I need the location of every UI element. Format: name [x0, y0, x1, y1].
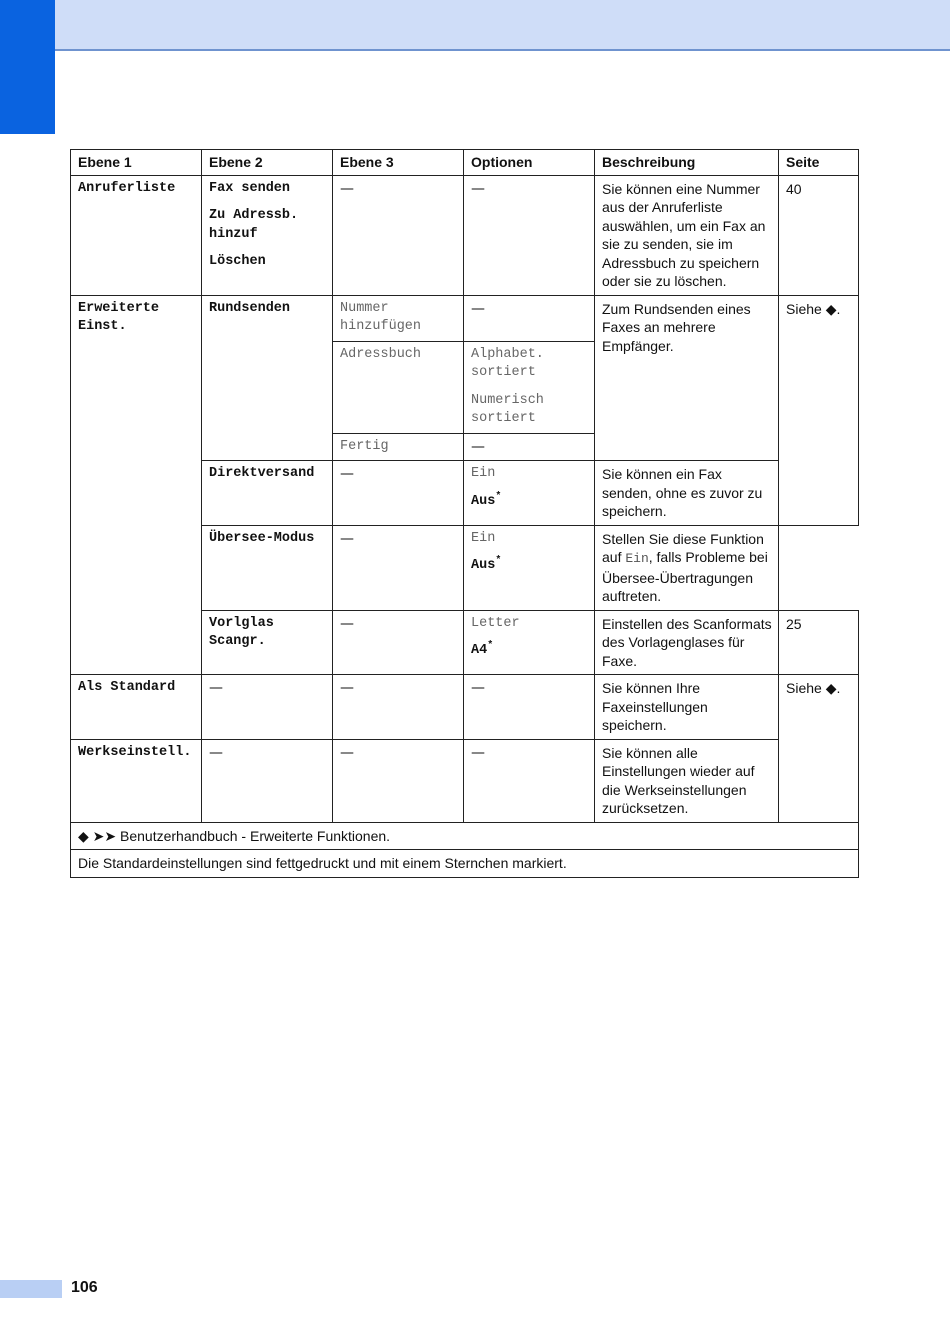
page-ref-erweiterte: Siehe ◆.	[779, 295, 859, 525]
options-direktversand	[464, 461, 595, 526]
header-beschreibung: Beschreibung	[595, 150, 779, 176]
level3-nummer-hinzufuegen: Nummer hinzufügen	[333, 295, 464, 341]
level3-empty: —	[333, 461, 464, 526]
option-aus-default: Aus*	[471, 491, 502, 509]
options-vorlglas	[464, 610, 595, 675]
description-rundsenden: Zum Rundsenden eines Faxes an mehrere Empfänger.	[595, 295, 779, 461]
table-row	[71, 739, 859, 822]
level2-vorlglas-scangr: Vorlglas Scangr.	[202, 610, 333, 675]
options-empty: —	[464, 675, 595, 740]
table-header-row	[71, 150, 859, 176]
level2-empty: —	[202, 675, 333, 740]
level2-rundsenden: Rundsenden	[202, 295, 333, 461]
options-uebersee	[464, 525, 595, 610]
footnote-row	[71, 850, 859, 878]
level2-fax-senden: Fax senden	[209, 180, 291, 196]
level3-empty: —	[333, 175, 464, 295]
option-ein: Ein	[471, 530, 496, 546]
chapter-tab	[0, 0, 55, 134]
option-aus-default: Aus*	[471, 555, 502, 573]
level3-empty: —	[333, 525, 464, 610]
level1-als-standard: Als Standard	[71, 675, 202, 740]
level2-direktversand: Direktversand	[202, 461, 333, 526]
option-letter: Letter	[471, 615, 520, 631]
option-ein: Ein	[471, 466, 496, 481]
settings-table	[70, 149, 859, 878]
level3-empty: —	[333, 739, 464, 822]
table-row	[71, 675, 859, 740]
page-ref-als-standard: Siehe ◆.	[779, 675, 859, 823]
header-optionen: Optionen	[464, 150, 595, 176]
description-als-standard: Sie können Ihre Faxeinstellungen speichern.	[595, 675, 779, 740]
options-adressbuch	[464, 341, 595, 433]
footnote-reference: ◆ ➤➤ Benutzerhandbuch - Erweiterte Funktionen.	[71, 822, 859, 850]
footnote-row	[71, 822, 859, 850]
level3-fertig: Fertig	[333, 433, 464, 461]
footnote-defaults: Die Standardeinstellungen sind fettgedruckt und mit einem Sternchen markiert.	[71, 850, 859, 878]
description-werkseinstell: Sie können alle Einstellungen wieder auf die Werkseinstellungen zurücksetzen.	[595, 739, 779, 822]
level3-adressbuch: Adressbuch	[333, 341, 464, 433]
options-empty: —	[464, 175, 595, 295]
level1-werkseinstell: Werkseinstell.	[71, 739, 202, 822]
header-ebene-3: Ebene 3	[333, 150, 464, 176]
table-row	[71, 295, 859, 341]
level1-erweiterte: Erweiterte Einst.	[71, 295, 202, 675]
description-vorlglas: Einstellen des Scanformats des Vorlagenglases für Faxe.	[595, 610, 779, 675]
level2-uebersee-modus: Übersee-Modus	[202, 525, 333, 610]
table-row	[71, 175, 859, 295]
page-vorlglas: 25	[779, 610, 859, 675]
level1-anruferliste: Anruferliste	[71, 175, 202, 295]
options-empty: —	[464, 295, 595, 341]
description-uebersee: Stellen Sie diese Funktion auf Ein, falls Probleme bei Übersee-Übertragungen auftreten.	[595, 525, 779, 610]
header-band	[55, 0, 950, 51]
level2-empty: —	[202, 739, 333, 822]
options-empty: —	[464, 433, 595, 461]
page-anruferliste: 40	[779, 175, 859, 295]
page-number-band	[0, 1280, 62, 1298]
level2-loeschen: Löschen	[209, 254, 266, 269]
level2-zu-adressb: Zu Adressb. hinzuf	[209, 208, 299, 242]
description-anruferliste: Sie können eine Nummer aus der Anruferliste auswählen, um ein Fax an sie zu senden, sie im Adressbuch zu speichern oder sie zu löschen.	[595, 175, 779, 295]
header-ebene-1: Ebene 1	[71, 150, 202, 176]
level3-empty: —	[333, 675, 464, 740]
header-seite: Seite	[779, 150, 859, 176]
page-number: 106	[71, 1279, 98, 1296]
header-ebene-2: Ebene 2	[202, 150, 333, 176]
option-alphabet-sortiert: Alphabet. sortiert	[471, 346, 544, 380]
description-direktversand: Sie können ein Fax senden, ohne es zuvor zu speichern.	[595, 461, 779, 526]
options-empty: —	[464, 739, 595, 822]
option-a4-default: A4*	[471, 640, 494, 658]
option-numerisch-sortiert: Numerisch sortiert	[471, 392, 544, 426]
level3-empty: —	[333, 610, 464, 675]
level2-anruferliste-list	[202, 175, 333, 295]
